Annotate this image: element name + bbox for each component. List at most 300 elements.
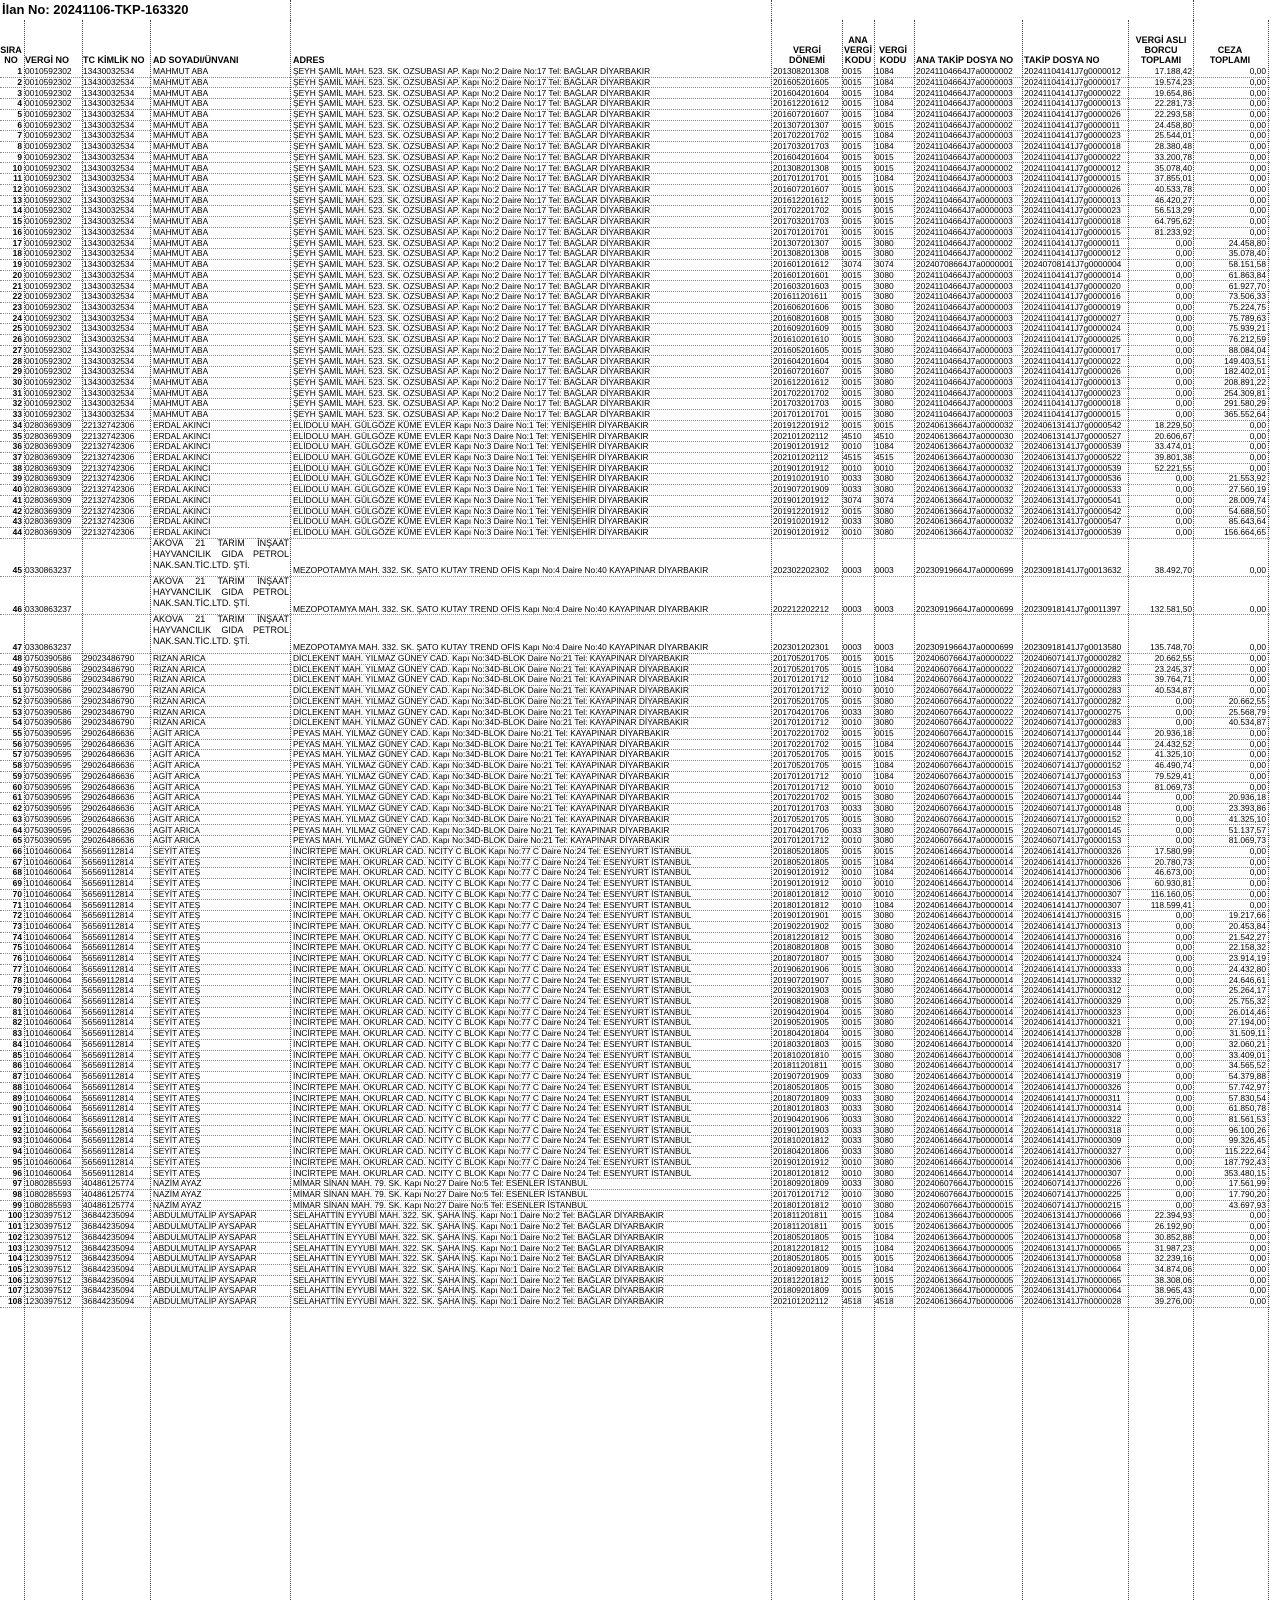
cell-ana-kod: 0015 (843, 793, 862, 803)
cell-ana-takip: 20241104664J7a0000003 (916, 378, 1013, 387)
cell-ana-kod: 0010 (843, 900, 862, 910)
cell-vergi-no: 1230397512 (25, 1232, 72, 1242)
cell-ana-kod: 0015 (843, 1007, 862, 1017)
cell-ana-kod: 0033 (843, 1125, 862, 1135)
cell-borc: 0,00 (1175, 1200, 1192, 1210)
cell-donem: 201606201606 (773, 302, 829, 312)
cell-ana-kod: 0015 (843, 1265, 862, 1275)
cell-adres: ŞEYH ŞAMİL MAH. 523. SK. OZSUBASI AP. Kapı No:2 Daire No:17 Tel: BAĞLAR DİYARBAKIR (293, 399, 651, 409)
cell-sira: 7 (17, 131, 22, 141)
cell-ana-takip: 20240607664J7a0000015 (916, 739, 1014, 749)
cell-tc: 56569112814 (83, 1029, 134, 1039)
cell-ceza: 0,00 (1249, 217, 1266, 227)
cell-borc: 0,00 (1175, 975, 1192, 985)
cell-borc: 0,00 (1175, 517, 1192, 527)
cell-takip: 20240607141J7h0000215 (1024, 1200, 1122, 1210)
cell-sira: 106 (8, 1275, 22, 1285)
cell-donem: 201901201912 (773, 879, 829, 889)
cell-ad: SEYİT ATEŞ (153, 1018, 201, 1028)
cell-takip: 20240607141J7g0000283 (1024, 718, 1122, 728)
cell-kod: 3080 (875, 804, 894, 814)
cell-vergi-no: 0750390586 (25, 707, 72, 717)
cell-tc: 56569112814 (83, 975, 134, 985)
cell-vergi-no: 0280369309 (25, 474, 72, 484)
cell-vergi-no: 0010592302 (25, 110, 72, 119)
cell-ceza: 0,00 (1249, 1232, 1266, 1242)
cell-takip: 20240607141J7g0000282 (1024, 664, 1122, 674)
cell-ceza: 0,00 (1249, 1275, 1266, 1285)
cell-vergi-no: 0750390586 (25, 664, 72, 674)
cell-tc: 13430032534 (83, 142, 135, 152)
cell-sira: 67 (12, 857, 22, 867)
cell-ad: AGİT ARICA (153, 782, 200, 792)
cell-ana-takip: 20240607664J7a0000015 (916, 825, 1014, 835)
cell-donem: 201812201812 (773, 932, 829, 942)
cell-kod: 0015 (875, 846, 894, 856)
cell-donem: 201705201705 (773, 761, 829, 771)
cell-adres: DİCLEKENT MAH. YILMAZ GÜNEY CAD. Kapı No:34D-BLOK Daire No:21 Tel: KAYAPINAR DİYARBAKIR (293, 664, 689, 674)
cell-vergi-no: 1010460064 (25, 975, 72, 985)
cell-borc: 0,00 (1175, 302, 1192, 312)
cell-kod: 3080 (875, 1018, 894, 1028)
cell-adres: PEYAS MAH. YILMAZ GÜNEY CAD. Kapı No:34D-BLOK Daire No:21 Tel: KAYAPINAR DİYARBAKIR (293, 793, 670, 803)
cell-adres: İNCİRTEPE MAH. OKURLAR CAD. NCITY C BLOK Kapı No:77 C Daire No:24 Tel: ESENYURT İSTANBUL (293, 1147, 692, 1157)
cell-takip: 20240613141J7g0000539 (1024, 442, 1122, 452)
cell-ana-takip: 20241104664J7a0000003 (916, 356, 1013, 366)
cell-tc: 13430032534 (83, 281, 135, 291)
cell-ana-takip: 20230919664J7a0000699 (916, 604, 1014, 614)
cell-ana-kod: 0015 (843, 410, 862, 420)
cell-ana-kod: 0010 (843, 686, 862, 696)
column-divider (290, 20, 291, 1600)
cell-tc: 13430032534 (83, 217, 135, 227)
cell-takip: 20240614141J7h0000326 (1024, 857, 1122, 867)
cell-borc: 0,00 (1175, 345, 1192, 355)
cell-takip: 20240613141J7h0000065 (1024, 1243, 1122, 1253)
cell-vergi-no: 0280369309 (25, 431, 72, 441)
cell-sira: 99 (12, 1200, 22, 1210)
cell-takip: 20241104141J7g0000023 (1024, 206, 1121, 216)
cell-ana-takip: 20240614664J7b0000014 (916, 1072, 1014, 1082)
cell-tc: 56569112814 (83, 1104, 134, 1114)
cell-ad: SEYİT ATEŞ (153, 1061, 201, 1071)
cell-kod: 3080 (875, 1168, 894, 1178)
cell-takip: 20240607141J7g0000148 (1024, 804, 1122, 814)
cell-ceza: 41.325,10 (1228, 814, 1266, 824)
cell-vergi-no: 0010592302 (25, 270, 72, 280)
cell-donem: 201701201712 (773, 718, 829, 728)
cell-vergi-no: 1010460064 (25, 964, 72, 974)
cell-vergi-no: 1010460064 (25, 1050, 72, 1060)
cell-donem: 201704201706 (773, 707, 829, 717)
cell-ceza: 99.326,45 (1228, 1136, 1266, 1146)
cell-takip: 20240614141J7h0000314 (1024, 1104, 1122, 1114)
cell-kod: 3080 (875, 825, 894, 835)
cell-donem: 201807201809 (773, 1093, 829, 1103)
cell-ceza: 0,00 (1249, 463, 1266, 473)
cell-ceza: 0,00 (1249, 453, 1266, 463)
cell-kod: 3080 (875, 836, 894, 846)
cell-borc: 24.432,52 (1154, 739, 1192, 749)
cell-vergi-no: 0010592302 (25, 174, 72, 184)
cell-sira: 14 (12, 206, 22, 216)
column-divider (150, 20, 151, 1600)
cell-ana-kod: 0015 (843, 1222, 862, 1232)
cell-ana-kod: 0015 (843, 281, 862, 291)
cell-adres: PEYAS MAH. YILMAZ GÜNEY CAD. Kapı No:34D-BLOK Daire No:21 Tel: KAYAPINAR DİYARBAKIR (293, 836, 670, 846)
cell-ana-kod: 0033 (843, 1114, 862, 1124)
cell-ceza: 0,00 (1249, 142, 1266, 152)
cell-adres: SELAHATTİN EYYUBİ MAH. 322. SK. ŞAHA İNŞ. Kapı No:1 Daire No:2 Tel: BAĞLAR DİYARBAKIR (293, 1275, 664, 1285)
cell-vergi-no: 0010592302 (25, 356, 72, 366)
cell-tc: 22132742306 (83, 528, 135, 538)
cell-takip: 20241104141J7g0000027 (1024, 313, 1121, 323)
cell-sira: 76 (12, 954, 22, 964)
cell-adres: ŞEYH ŞAMİL MAH. 523. SK. OZSUBASI AP. Kapı No:2 Daire No:17 Tel: BAĞLAR DİYARBAKIR (293, 152, 651, 162)
cell-borc: 0,00 (1175, 986, 1192, 996)
cell-ana-takip: 20240607664J7b0000015 (916, 1190, 1014, 1199)
cell-ana-kod: 0033 (843, 517, 862, 527)
cell-ana-kod: 0010 (843, 718, 862, 728)
cell-ana-kod: 0015 (843, 88, 862, 98)
cell-takip: 20241104141J7g0000016 (1024, 292, 1121, 302)
cell-tc: 29023486790 (83, 675, 135, 685)
cell-ad: MAHMUT ABA (153, 335, 209, 345)
cell-borc: 0,00 (1175, 270, 1192, 280)
cell-donem: 201604201604 (773, 152, 829, 162)
cell-adres: DİCLEKENT MAH. YILMAZ GÜNEY CAD. Kapı No:34D-BLOK Daire No:21 Tel: KAYAPINAR DİYARBAKIR (293, 696, 689, 706)
cell-borc: 0,00 (1175, 1029, 1192, 1039)
cell-sira: 94 (12, 1147, 22, 1157)
cell-ad: MAHMUT ABA (153, 195, 209, 205)
cell-adres: ŞEYH ŞAMİL MAH. 523. SK. OZSUBASI AP. Kapı No:2 Daire No:17 Tel: BAĞLAR DİYARBAKIR (293, 410, 651, 420)
cell-donem: 201701201712 (773, 1190, 829, 1199)
cell-sira: 104 (8, 1254, 22, 1264)
cell-ad: AKOVA 21 TARIM İNŞAAT HAYVANCILIK GIDA PETROL NAK.SAN.TİC.LTD. ŞTİ. (153, 537, 289, 570)
cell-takip: 20240614141J7h0000310 (1024, 943, 1122, 953)
cell-ana-takip: 20241104664J7a0000003 (916, 131, 1013, 141)
cell-ana-takip: 20240614664J7b0000014 (916, 964, 1014, 974)
cell-kod: 3080 (875, 975, 894, 985)
cell-ana-kod: 0015 (843, 399, 862, 409)
cell-sira: 48 (12, 654, 22, 663)
cell-borc: 22.293,58 (1154, 110, 1192, 119)
header-vergi-asli-borcu: VERGİ ASLI BORCU TOPLAMI (1135, 35, 1187, 65)
cell-kod: 0015 (875, 729, 894, 739)
cell-takip: 20240607141J7g0000152 (1024, 761, 1122, 771)
cell-ana-takip: 20240607664J7a0000022 (916, 718, 1014, 728)
cell-adres: ELİDOLU MAH. GÜLGÖZE KÜME EVLER Kapı No:3 Daire No:1 Tel: YENİŞEHİR DİYARBAKIR (293, 485, 649, 495)
cell-adres: ŞEYH ŞAMİL MAH. 523. SK. OZSUBASI AP. Kapı No:2 Daire No:17 Tel: BAĞLAR DİYARBAKIR (293, 77, 651, 87)
cell-kod: 3080 (875, 528, 894, 538)
cell-ceza: 24.458,80 (1228, 238, 1266, 248)
cell-ad: SEYİT ATEŞ (153, 1114, 201, 1124)
cell-sira: 84 (12, 1039, 22, 1049)
cell-ad: SEYİT ATEŞ (153, 997, 201, 1007)
cell-adres: ŞEYH ŞAMİL MAH. 523. SK. OZSUBASI AP. Kapı No:2 Daire No:17 Tel: BAĞLAR DİYARBAKIR (293, 110, 651, 119)
cell-takip: 20241104141J7g0000022 (1024, 88, 1121, 98)
cell-tc: 56569112814 (83, 932, 134, 942)
cell-takip: 20241104141J7g0000013 (1024, 378, 1121, 387)
cell-borc: 23.245,37 (1154, 664, 1192, 674)
cell-vergi-no: 0010592302 (25, 399, 72, 409)
cell-kod: 3080 (875, 1072, 894, 1082)
cell-adres: ŞEYH ŞAMİL MAH. 523. SK. OZSUBASI AP. Kapı No:2 Daire No:17 Tel: BAĞLAR DİYARBAKIR (293, 345, 651, 355)
cell-ad: MAHMUT ABA (153, 174, 209, 184)
cell-ceza: 54.688,50 (1228, 506, 1266, 516)
cell-vergi-no: 0750390586 (25, 696, 72, 706)
cell-ana-kod: 0015 (843, 975, 862, 985)
cell-kod: 3080 (875, 1190, 894, 1199)
cell-kod: 3080 (875, 302, 894, 312)
cell-ceza: 76.212,59 (1228, 335, 1266, 345)
cell-ad: SEYİT ATEŞ (153, 1082, 201, 1092)
cell-ad: MAHMUT ABA (153, 388, 209, 398)
cell-tc: 29026486636 (83, 761, 135, 771)
cell-adres: ELİDOLU MAH. GÜLGÖZE KÜME EVLER Kapı No:3 Daire No:1 Tel: YENİŞEHİR DİYARBAKIR (293, 517, 649, 527)
cell-tc: 56569112814 (83, 922, 134, 931)
cell-ana-kod: 0015 (843, 943, 862, 953)
cell-ad: ABDULMUTALİP AYSAPAR (153, 1254, 257, 1264)
cell-donem: 201907201909 (773, 485, 829, 495)
cell-vergi-no: 1010460064 (25, 1072, 72, 1082)
cell-kod: 3074 (875, 495, 894, 505)
cell-kod: 3080 (875, 932, 894, 942)
cell-ana-kod: 0015 (843, 1254, 862, 1264)
cell-ana-takip: 20241104664J7a0000003 (916, 77, 1013, 87)
cell-kod: 0010 (875, 686, 894, 696)
cell-takip: 20240607141J7h0000226 (1024, 1179, 1122, 1189)
cell-tc: 22132742306 (83, 431, 135, 441)
cell-takip: 20241104141J7g0000025 (1024, 335, 1121, 345)
cell-sira: 37 (12, 453, 22, 463)
cell-ad: MAHMUT ABA (153, 110, 209, 119)
cell-kod: 1084 (875, 900, 894, 910)
cell-sira: 26 (12, 335, 22, 345)
cell-tc: 13430032534 (83, 324, 135, 334)
cell-tc: 56569112814 (83, 954, 134, 964)
cell-ceza: 0,00 (1249, 67, 1266, 77)
cell-vergi-no: 0010592302 (25, 120, 72, 130)
cell-ad: RIZAN ARICA (153, 696, 206, 706)
column-divider (24, 20, 25, 1600)
cell-borc: 22.394,93 (1154, 1211, 1192, 1221)
cell-ana-takip: 20240614664J7b0000014 (916, 1039, 1014, 1049)
cell-takip: 20240607141J7g0000283 (1024, 675, 1122, 685)
cell-borc: 0,00 (1175, 943, 1192, 953)
cell-takip: 20240613141J7h0000066 (1024, 1211, 1122, 1221)
cell-ana-kod: 0015 (843, 420, 862, 430)
cell-vergi-no: 0330863237 (25, 566, 72, 576)
cell-kod: 1084 (875, 67, 894, 77)
cell-adres: SELAHATTİN EYYUBİ MAH. 322. SK. ŞAHA İNŞ. Kapı No:1 Daire No:2 Tel: BAĞLAR DİYARBAKIR (293, 1211, 664, 1221)
cell-adres: PEYAS MAH. YILMAZ GÜNEY CAD. Kapı No:34D-BLOK Daire No:21 Tel: KAYAPINAR DİYARBAKIR (293, 825, 670, 835)
cell-donem: 201612201612 (773, 378, 829, 387)
cell-donem: 201805201805 (773, 1232, 829, 1242)
header-vergi-donemi: VERGİ DÖNEMİ (789, 45, 825, 65)
cell-vergi-no: 0280369309 (25, 495, 72, 505)
cell-ceza: 27.194,00 (1228, 1018, 1266, 1028)
cell-ana-kod: 0015 (843, 964, 862, 974)
cell-ana-kod: 0015 (843, 729, 862, 739)
cell-borc: 25.544,01 (1154, 131, 1192, 141)
cell-vergi-no: 1010460064 (25, 889, 72, 899)
cell-ana-kod: 0033 (843, 804, 862, 814)
cell-ad: MAHMUT ABA (153, 345, 209, 355)
cell-kod: 0010 (875, 879, 894, 889)
cell-takip: 20240614141J7h0000307 (1024, 900, 1122, 910)
cell-adres: İNCİRTEPE MAH. OKURLAR CAD. NCITY C BLOK Kapı No:77 C Daire No:24 Tel: ESENYURT İSTANBUL (293, 879, 692, 889)
cell-ad: SEYİT ATEŞ (153, 1039, 201, 1049)
cell-ceza: 27.560,19 (1228, 485, 1266, 495)
cell-donem: 201807201807 (773, 954, 829, 964)
cell-ad: MAHMUT ABA (153, 270, 209, 280)
cell-ad: SEYİT ATEŞ (153, 964, 201, 974)
cell-adres: ELİDOLU MAH. GÜLGÖZE KÜME EVLER Kapı No:3 Daire No:1 Tel: YENİŞEHİR DİYARBAKIR (293, 453, 649, 463)
cell-borc: 0,00 (1175, 825, 1192, 835)
cell-ad: ABDULMUTALİP AYSAPAR (153, 1275, 257, 1285)
cell-takip: 20230918141J7g0011397 (1024, 604, 1121, 614)
cell-takip: 20240607141J7g0000153 (1024, 782, 1122, 792)
cell-vergi-no: 1010460064 (25, 1007, 72, 1017)
cell-ceza: 96.100,26 (1228, 1125, 1266, 1135)
column-divider (1022, 20, 1023, 1600)
cell-donem: 201701201712 (773, 771, 829, 781)
cell-tc: 29026486636 (83, 836, 135, 846)
cell-borc: 46.490,74 (1154, 761, 1192, 771)
cell-tc: 13430032534 (83, 152, 135, 162)
cell-ana-takip: 20241104664J7a0000002 (916, 163, 1013, 173)
cell-ana-takip: 20241104664J7a0000003 (916, 335, 1013, 345)
cell-ana-kod: 0015 (843, 814, 862, 824)
cell-sira: 54 (12, 718, 22, 728)
cell-sira: 20 (12, 270, 22, 280)
cell-donem: 201801201812 (773, 889, 829, 899)
cell-ana-takip: 20240607664J7a0000022 (916, 654, 1014, 663)
cell-ad: SEYİT ATEŞ (153, 900, 201, 910)
cell-vergi-no: 0010592302 (25, 67, 72, 77)
cell-sira: 63 (12, 814, 22, 824)
cell-sira: 101 (8, 1222, 22, 1232)
cell-takip: 20240614141J7h0000315 (1024, 911, 1122, 921)
cell-sira: 19 (12, 260, 22, 270)
cell-ceza: 149.403,51 (1224, 356, 1266, 366)
cell-ana-takip: 20240613664J7a0000032 (916, 420, 1014, 430)
cell-ana-takip: 20240613664J7a0000032 (916, 474, 1014, 484)
header-ana-vergi-kodu: ANA VERGİ KODU (843, 35, 872, 65)
cell-ceza: 43.697,93 (1228, 1200, 1266, 1210)
cell-vergi-no: 1010460064 (25, 932, 72, 942)
cell-sira: 55 (12, 729, 22, 739)
cell-ana-kod: 0015 (843, 761, 862, 771)
cell-kod: 3080 (875, 506, 894, 516)
cell-ana-takip: 20240614664J7b0000014 (916, 1147, 1014, 1157)
cell-sira: 47 (12, 643, 22, 653)
cell-donem: 201912201912 (773, 420, 829, 430)
cell-adres: MEZOPOTAMYA MAH. 332. SK. ŞATO KUTAY TREND OFİS Kapı No:4 Daire No:40 KAYAPINAR DİYARBAKIR (293, 566, 709, 576)
cell-kod: 0015 (875, 152, 894, 162)
cell-kod: 3080 (875, 410, 894, 420)
cell-ceza: 0,00 (1249, 431, 1266, 441)
cell-adres: DİCLEKENT MAH. YILMAZ GÜNEY CAD. Kapı No:34D-BLOK Daire No:21 Tel: KAYAPINAR DİYARBAKIR (293, 675, 689, 685)
cell-ana-kod: 0015 (843, 335, 862, 345)
cell-donem: 201601201601 (773, 270, 829, 280)
cell-adres: İNCİRTEPE MAH. OKURLAR CAD. NCITY C BLOK Kapı No:77 C Daire No:24 Tel: ESENYURT İSTANBUL (293, 943, 692, 953)
cell-adres: MİMAR SİNAN MAH. 79. SK. Kapı No:27 Daire No:5 Tel: ESENLER İSTANBUL (293, 1190, 588, 1199)
cell-tc: 56569112814 (83, 1114, 134, 1124)
cell-borc: 26.192,90 (1154, 1222, 1192, 1232)
cell-ana-takip: 20240607664J7a0000015 (916, 814, 1014, 824)
cell-ad: ERDAL AKINCI (153, 528, 211, 538)
cell-donem: 202101202112 (773, 453, 829, 463)
cell-tc: 13430032534 (83, 77, 135, 87)
cell-ad: ABDULMUTALİP AYSAPAR (153, 1232, 257, 1242)
cell-ceza: 0,00 (1249, 1286, 1266, 1296)
cell-tc: 13430032534 (83, 399, 135, 409)
cell-donem: 201809201809 (773, 1286, 829, 1296)
cell-ad: ABDULMUTALİP AYSAPAR (153, 1243, 257, 1253)
cell-ceza: 0,00 (1249, 654, 1266, 663)
cell-vergi-no: 0010592302 (25, 260, 72, 270)
cell-ana-takip: 20240613664J7a0000032 (916, 495, 1014, 505)
cell-tc: 56569112814 (83, 868, 134, 878)
cell-sira: 17 (12, 238, 22, 248)
cell-ceza: 25.568,79 (1228, 707, 1266, 717)
cell-borc: 0,00 (1175, 1050, 1192, 1060)
column-divider (1268, 20, 1269, 1600)
cell-borc: 40.534,87 (1154, 686, 1192, 696)
cell-ana-kod: 0015 (843, 356, 862, 366)
cell-vergi-no: 1010460064 (25, 954, 72, 964)
cell-ana-takip: 20241104664J7a0000003 (916, 99, 1013, 109)
cell-ana-takip: 20240613664J7a0000032 (916, 517, 1014, 527)
cell-ad: SEYİT ATEŞ (153, 911, 201, 921)
cell-adres: PEYAS MAH. YILMAZ GÜNEY CAD. Kapı No:34D-BLOK Daire No:21 Tel: KAYAPINAR DİYARBAKIR (293, 739, 670, 749)
cell-ana-kod: 0015 (843, 388, 862, 398)
cell-vergi-no: 0750390595 (25, 814, 72, 824)
cell-ana-takip: 20240613664J7a0000032 (916, 528, 1014, 538)
cell-ad: MAHMUT ABA (153, 99, 209, 109)
cell-borc: 0,00 (1175, 1157, 1192, 1167)
cell-tc: 13430032534 (83, 131, 135, 141)
cell-borc: 18.229,50 (1154, 420, 1192, 430)
cell-vergi-no: 0280369309 (25, 453, 72, 463)
cell-ana-takip: 20241104664J7a0000003 (916, 206, 1013, 216)
cell-kod: 3080 (875, 1082, 894, 1092)
cell-ana-takip: 20240607664J7a0000015 (916, 750, 1014, 760)
cell-ceza: 182.402,01 (1224, 367, 1266, 377)
cell-borc: 0,00 (1175, 388, 1192, 398)
cell-sira: 21 (12, 281, 22, 291)
cell-kod: 3080 (875, 270, 894, 280)
cell-donem: 201612201612 (773, 99, 829, 109)
cell-vergi-no: 0280369309 (25, 420, 72, 430)
cell-vergi-no: 0280369309 (25, 442, 72, 452)
cell-borc: 0,00 (1175, 836, 1192, 846)
cell-ad: AGİT ARICA (153, 814, 200, 824)
cell-sira: 38 (12, 463, 22, 473)
cell-sira: 69 (12, 879, 22, 889)
cell-sira: 80 (12, 997, 22, 1007)
cell-sira: 16 (12, 227, 22, 237)
cell-sira: 28 (12, 356, 22, 366)
cell-borc: 34.874,06 (1154, 1265, 1192, 1275)
cell-takip: 20241104141J7g0000022 (1024, 356, 1121, 366)
cell-takip: 20240607141J7g0000152 (1024, 814, 1122, 824)
cell-kod: 3080 (875, 1114, 894, 1124)
cell-adres: SELAHATTİN EYYUBİ MAH. 322. SK. ŞAHA İNŞ. Kapı No:1 Daire No:2 Tel: BAĞLAR DİYARBAKIR (293, 1254, 664, 1264)
cell-borc: 39.764,71 (1154, 675, 1192, 685)
